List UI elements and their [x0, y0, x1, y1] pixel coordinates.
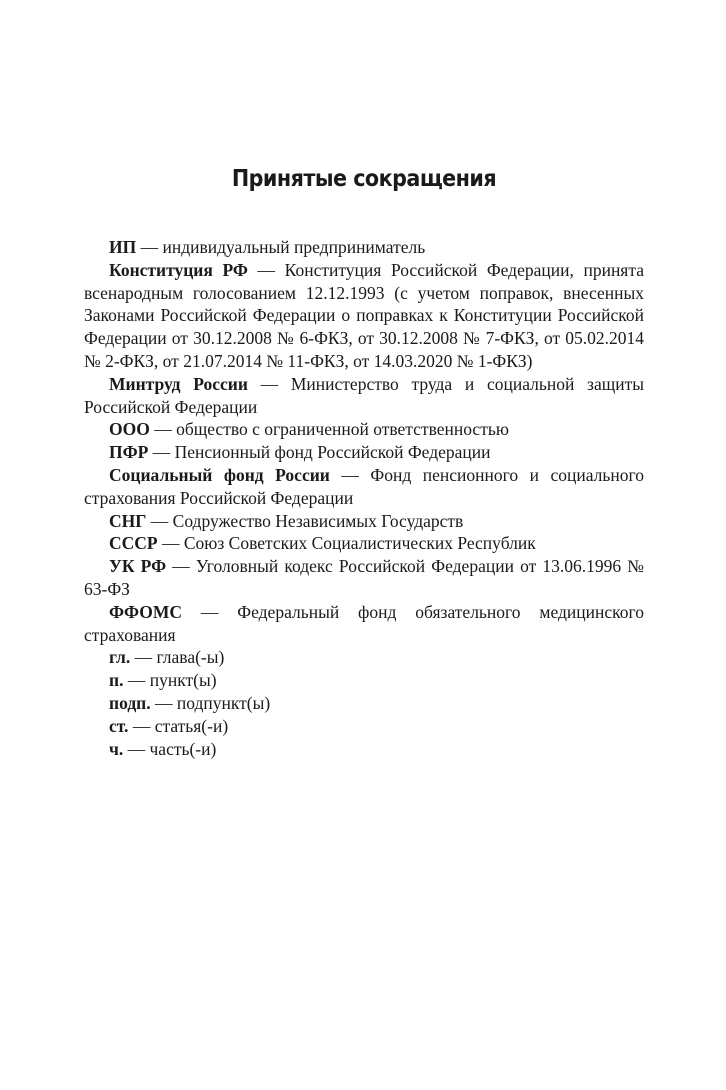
- entry-ooo: [84, 418, 644, 441]
- entry-podp: [84, 692, 644, 715]
- entry-definition: — общество с ограниченной ответственностью: [149, 419, 509, 440]
- entry-definition: — Союз Советских Социалистических Республик: [157, 533, 536, 554]
- entry-sssr: [84, 532, 644, 555]
- entry-st: [84, 715, 644, 738]
- entry-p: [84, 669, 644, 692]
- entry-term: ПФР: [109, 442, 149, 463]
- entry-sfr: [84, 464, 644, 510]
- entry-definition: — статья(-и): [128, 715, 229, 736]
- entry-definition: — Пенсионный фонд Российской Федерации: [148, 442, 491, 463]
- entry-term: гл.: [109, 647, 131, 668]
- entry-definition: — подпункт(ы): [150, 692, 271, 713]
- entry-term: ФФОМС: [109, 601, 183, 622]
- entry-term: СССР: [109, 533, 158, 554]
- entry-term: СНГ: [109, 510, 147, 531]
- entry-term: Социальный фонд России: [109, 464, 330, 485]
- entry-definition: — индивидуальный предприниматель: [136, 237, 426, 257]
- entry-definition: — пункт(ы): [123, 670, 217, 691]
- entry-definition: — Конституция Российской Федерации, принята всенародным голосованием 12.12.1993 (с учетом поправок, внесенных Законами Российской Федерации о поправках к Конституции Российской Федерации от 30.12.2008 № 6-ФКЗ, от 30.12.2008 № 7-ФКЗ, от 05.02.2014 № 2-ФКЗ, от 21.07.2014 № 11-ФКЗ, от 14.03.2020 № 1-ФКЗ): [84, 259, 644, 371]
- entry-term: УК РФ: [109, 556, 167, 577]
- entry-definition: — Фонд пенсионного и социального страхования Российской Федерации: [84, 464, 644, 508]
- entry-term: подп.: [109, 692, 151, 713]
- entry-definition: — Уголовный кодекс Российской Федерации от 13.06.1996 № 63-ФЗ: [84, 556, 644, 599]
- entry-definition: — Министерство труда и социальной защиты Российской Федерации: [84, 373, 644, 417]
- entry-term: ч.: [109, 738, 124, 759]
- entry-mintrud: [84, 373, 644, 419]
- entry-definition: — Федеральный фонд обязательного медицинского страхования: [84, 601, 644, 645]
- entry-term: Конституция РФ: [109, 259, 248, 280]
- entry-uk-rf: [84, 555, 644, 601]
- entry-definition: — Содружество Независимых Государств: [146, 510, 464, 531]
- entry-term: Минтруд России: [109, 373, 248, 394]
- entry-term: п.: [109, 670, 124, 691]
- entry-pfr: [84, 441, 644, 464]
- entry-ip: [84, 236, 644, 259]
- entry-sng: [84, 510, 644, 533]
- entry-ffoms: [84, 601, 644, 647]
- page-title: Принятые сокращения: [231, 166, 497, 192]
- entry-term: ст.: [109, 715, 129, 736]
- entry-term: ИП: [109, 237, 137, 257]
- entry-ch: [84, 738, 644, 761]
- entry-definition: — глава(-ы): [130, 647, 225, 668]
- entry-gl: [84, 646, 644, 669]
- entry-definition: — часть(-и): [123, 738, 217, 759]
- entry-konstitutsiya-rf: [84, 259, 644, 373]
- entry-term: ООО: [109, 419, 150, 440]
- abbreviations-list: [84, 236, 644, 760]
